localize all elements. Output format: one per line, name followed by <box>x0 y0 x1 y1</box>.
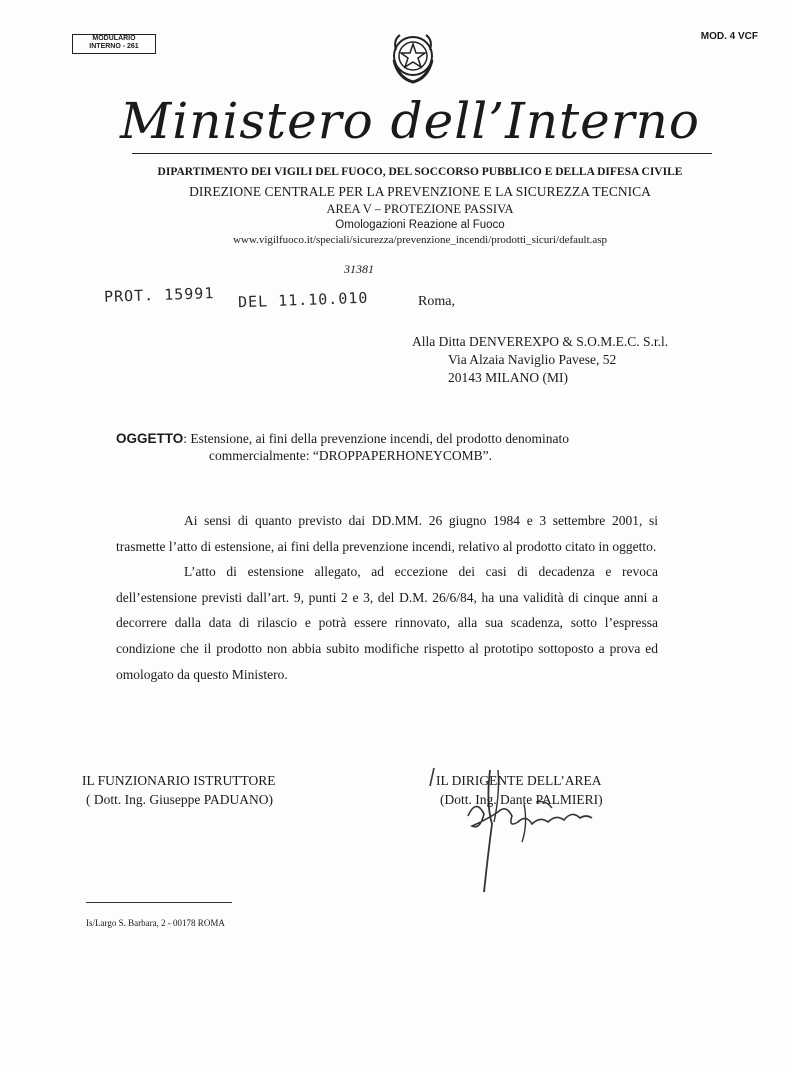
form-code-line2: INTERNO - 261 <box>89 43 139 50</box>
body-paragraph-1: Ai sensi di quanto previsto dai DD.MM. 26 giugno 1984 e 3 settembre 2001, si trasmette l’atto di estensione, ai fini della prevenzione incendi, relativo al prodotto citato in oggetto. <box>116 513 658 554</box>
right-signatory-name: (Dott. Ing. Dante PALMIERI) <box>440 792 603 807</box>
subject-label: OGGETTO <box>116 431 184 446</box>
recipient-line2: Via Alzaia Naviglio Pavese, 52 <box>448 352 617 367</box>
office-heading: Omologazioni Reazione al Fuoco <box>335 219 505 231</box>
footer-address: Is/Largo S. Barbara, 2 - 00178 ROMA <box>86 918 225 928</box>
signatory-right <box>436 771 603 809</box>
handwritten-protocol: PROT. 15991 <box>103 284 215 306</box>
signatory-left <box>82 771 276 809</box>
subject-line1: : Estensione, ai fini della prevenzione incendi, del prodotto denominato <box>183 431 570 446</box>
footer-divider <box>86 902 232 903</box>
model-code: MOD. 4 VCF <box>700 31 758 42</box>
right-signatory-title: IL DIRIGENTE DELL’AREA <box>436 773 602 788</box>
recipient-line3: 20143 MILANO (MI) <box>448 370 568 385</box>
italian-republic-emblem-icon <box>388 30 438 86</box>
place-label: Roma, <box>418 294 455 309</box>
left-signatory-name: ( Dott. Ing. Giuseppe PADUANO) <box>86 792 273 807</box>
recipient-address <box>412 333 668 387</box>
direction-heading: DIREZIONE CENTRALE PER LA PREVENZIONE E LA SICUREZZA TECNICA <box>189 184 651 199</box>
protocol-number: 31381 <box>344 262 374 276</box>
form-code-line1: MODULARIO <box>92 35 136 42</box>
subject-block <box>116 430 716 464</box>
recipient-line1: Alla Ditta DENVEREXPO & S.O.M.E.C. S.r.l. <box>412 334 669 349</box>
subject-line2: commercialmente: “DROPPAPERHONEYCOMB”. <box>209 448 492 463</box>
left-signatory-title: IL FUNZIONARIO ISTRUTTORE <box>82 773 276 788</box>
form-code-box <box>72 34 156 54</box>
body-paragraph-2: L’atto di estensione allegato, ad eccezione dei casi di decadenza e revoca dell’estensione previsti dall’art. 9, punti 2 e 3, del D.M. 26/6/84, ha una validità di cinque anni a decorrere dalla data di rilascio e potrà essere rinnovato, alla sua scadenza, sotto l’espressa condizione che il prodotto non abbia subito modifiche rispetto al prototipo sottoposto a prova ed omologato da questo Ministero. <box>116 564 658 682</box>
department-heading: DIPARTIMENTO DEI VIGILI DEL FUOCO, DEL SOCCORSO PUBBLICO E DELLA DIFESA CIVILE <box>157 166 683 178</box>
area-heading: AREA V – PROTEZIONE PASSIVA <box>326 202 514 216</box>
handwritten-date: DEL 11.10.010 <box>237 288 369 312</box>
letter-body <box>116 508 658 687</box>
website-url: www.vigilfuoco.it/speciali/sicurezza/prevenzione_incendi/prodotti_sicuri/default.asp <box>232 234 608 246</box>
title-underline <box>132 153 712 154</box>
ministry-title: Ministero dell’Interno <box>120 92 700 150</box>
